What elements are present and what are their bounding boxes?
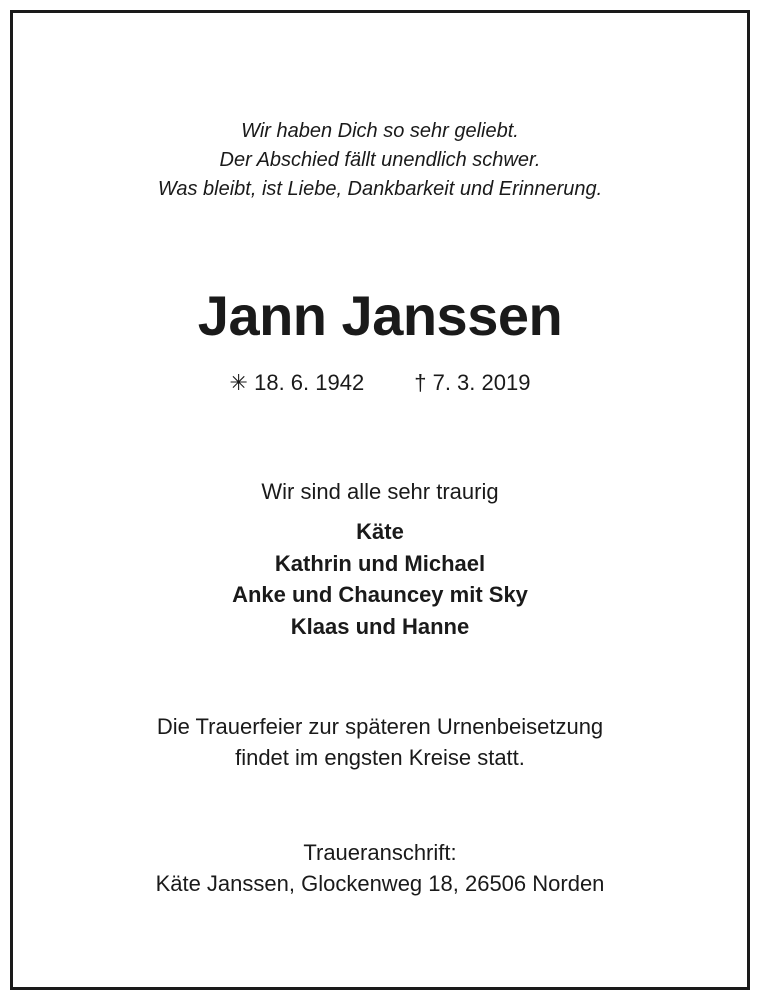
obituary-frame xyxy=(10,10,750,990)
motto-line: Der Abschied fällt unendlich schwer. xyxy=(219,149,541,171)
motto-verse xyxy=(13,117,747,204)
motto-line: Wir haben Dich so sehr geliebt. xyxy=(241,120,519,142)
motto-line: Was bleibt, ist Liebe, Dankbarkeit und Erinnerung. xyxy=(157,178,603,200)
address-label: Traueranschrift: xyxy=(303,840,457,865)
mourner-name: Käte xyxy=(356,519,404,544)
mourner-name: Anke und Chauncey mit Sky xyxy=(232,582,528,607)
birth-star-icon: ✳ xyxy=(229,370,248,395)
birth-date: 18. 6. 1942 xyxy=(254,370,365,395)
ceremony-notice xyxy=(13,711,747,773)
mourner-name: Kathrin und Michael xyxy=(274,550,486,576)
death-date: 7. 3. 2019 xyxy=(432,370,531,395)
life-dates xyxy=(13,368,747,398)
mourner-name: Klaas und Hanne xyxy=(290,613,470,639)
mourning-address xyxy=(13,837,747,899)
mourner-list xyxy=(13,516,747,642)
mourning-intro: Wir sind alle sehr traurig xyxy=(261,479,499,504)
deceased-name: Jann Janssen xyxy=(197,284,563,347)
death-cross-icon: † xyxy=(414,370,427,395)
ceremony-line: Die Trauerfeier zur späteren Urnenbeisetzung xyxy=(156,714,604,739)
ceremony-line: findet im engsten Kreise statt. xyxy=(235,745,525,770)
address-line: Käte Janssen, Glockenweg 18, 26506 Norden xyxy=(155,871,605,896)
